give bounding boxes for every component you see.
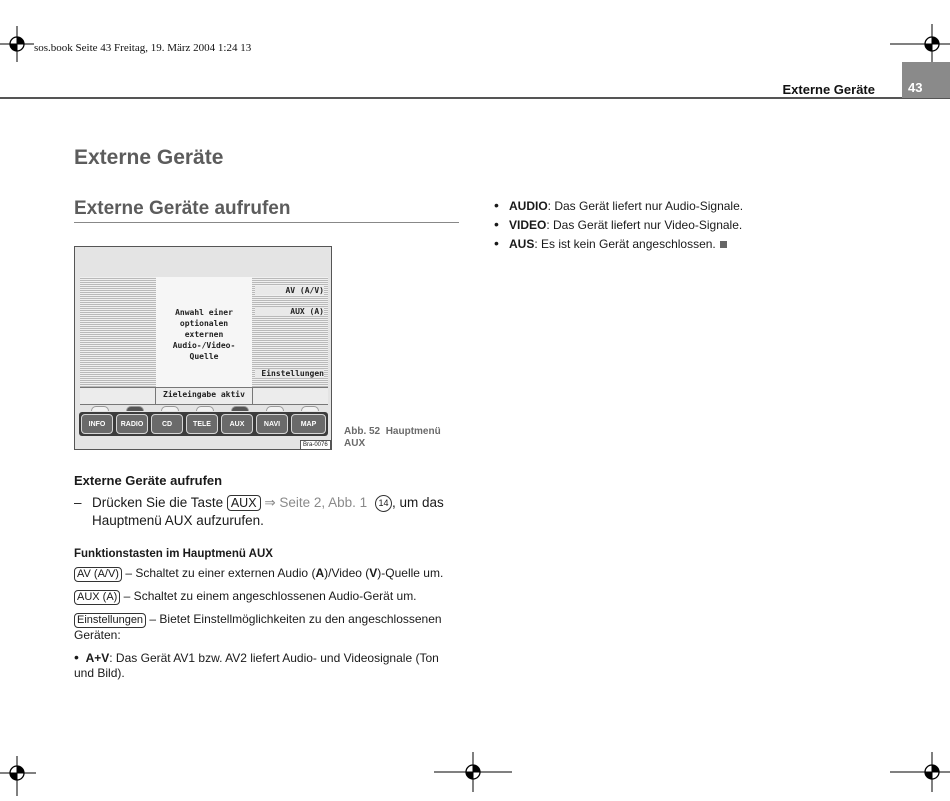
option-audio-text: : Das Gerät liefert nur Audio-Signale. xyxy=(547,199,744,213)
screen-center-text: Anwahl einer optionalen externen Audio-/Video-Quelle xyxy=(172,308,236,361)
section-rule xyxy=(74,222,459,223)
figure-caption xyxy=(344,426,454,450)
av-audio-letter: A xyxy=(315,566,325,580)
aux-menu-figure xyxy=(74,246,332,450)
list-item xyxy=(494,237,894,252)
option-audio-label: AUDIO xyxy=(509,199,548,213)
screen-menu-settings: Einstellungen xyxy=(255,369,324,378)
button-indicator xyxy=(301,406,319,411)
option-off-label: AUS xyxy=(509,237,535,251)
page-reference-link[interactable]: ⇒ Seite 2, Abb. 1 xyxy=(264,495,368,510)
step-prefix: Drücken Sie die Taste xyxy=(92,495,224,510)
caption-text: Hauptmenü AUX xyxy=(344,426,441,449)
screen-status-bar xyxy=(80,387,328,405)
button-indicator xyxy=(126,406,144,411)
settings-key-label: Einstellungen xyxy=(74,613,146,628)
map-button: MAP xyxy=(291,414,326,434)
page-number-tab xyxy=(902,62,950,98)
step-suffix: , um das Hauptmenü AUX aufzurufen. xyxy=(92,495,444,528)
header-rule xyxy=(0,97,950,99)
function-keys-title: Funktionstasten im Hauptmenü AUX xyxy=(74,548,273,560)
navi-button: NAVI xyxy=(256,414,288,434)
registration-mark-icon xyxy=(890,24,950,64)
caption-label: Abb. 52 xyxy=(344,426,381,437)
radio-button: RADIO xyxy=(116,414,148,434)
av-key-label: AV (A/V) xyxy=(74,567,122,582)
aux-button: AUX xyxy=(221,414,253,434)
section-title: Externe Geräte aufrufen xyxy=(74,198,291,219)
screen-status-text: Zieleingabe aktiv xyxy=(163,390,245,399)
screen-left-panel xyxy=(80,277,156,387)
settings-desc-text: – Bietet Einstellmöglichkeiten zu den angeschlossenen Geräten: xyxy=(74,612,442,642)
registration-mark-icon xyxy=(434,752,512,792)
settings-key-description xyxy=(74,612,459,643)
av-key-description xyxy=(74,566,459,582)
aux-desc-text: – Schaltet zu einem angeschlossenen Audio-Gerät um. xyxy=(120,589,417,603)
option-video-text: : Das Gerät liefert nur Video-Signale. xyxy=(546,218,743,232)
av-desc-part: )/Video ( xyxy=(324,566,370,580)
callout-number: 14 xyxy=(375,495,392,512)
button-indicator xyxy=(91,406,109,411)
screen-menu-aux: AUX (A) xyxy=(255,307,324,316)
end-of-section-icon xyxy=(720,241,727,248)
button-indicator xyxy=(196,406,214,411)
av-desc-part: )-Quelle um. xyxy=(377,566,444,580)
button-indicator xyxy=(161,406,179,411)
list-item xyxy=(494,218,894,233)
av-note xyxy=(74,650,459,681)
aux-key-description xyxy=(74,589,459,605)
av-note-label: A+V xyxy=(85,651,110,665)
step-dash: – xyxy=(74,495,82,510)
button-indicator xyxy=(231,406,249,411)
print-info: sos.book Seite 43 Freitag, 19. März 2004 1:24 13 xyxy=(34,42,252,54)
option-video-label: VIDEO xyxy=(509,218,547,232)
function-button-bar xyxy=(79,412,328,436)
av-video-letter: V xyxy=(369,566,378,580)
options-list xyxy=(494,199,894,256)
running-header-title: Externe Geräte xyxy=(782,82,875,97)
option-off-text: : Es ist kein Gerät angeschlossen. xyxy=(534,237,716,251)
figure-code: Bra-0076 xyxy=(300,440,331,450)
aux-key-label: AUX xyxy=(227,495,261,511)
screen-menu-av: AV (A/V) xyxy=(255,286,324,295)
registration-mark-icon xyxy=(0,26,34,62)
button-indicator xyxy=(266,406,284,411)
av-note-text: : Das Gerät AV1 bzw. AV2 liefert Audio- und Videosignale (Ton und Bild). xyxy=(74,651,439,680)
registration-mark-icon xyxy=(890,752,950,792)
procedure-title: Externe Geräte aufrufen xyxy=(74,473,223,488)
av-desc-part: – Schaltet zu einer externen Audio ( xyxy=(121,566,316,580)
registration-mark-icon xyxy=(0,756,36,796)
tele-button: TELE xyxy=(186,414,218,434)
cd-button: CD xyxy=(151,414,183,434)
info-button: INFO xyxy=(81,414,113,434)
aux-a-key-label: AUX (A) xyxy=(74,590,120,605)
status-divider-right xyxy=(252,388,253,404)
page-number: 43 xyxy=(908,80,923,95)
page-title: Externe Geräte xyxy=(74,146,224,169)
bullet-icon: • xyxy=(74,649,79,665)
list-item xyxy=(494,199,894,214)
